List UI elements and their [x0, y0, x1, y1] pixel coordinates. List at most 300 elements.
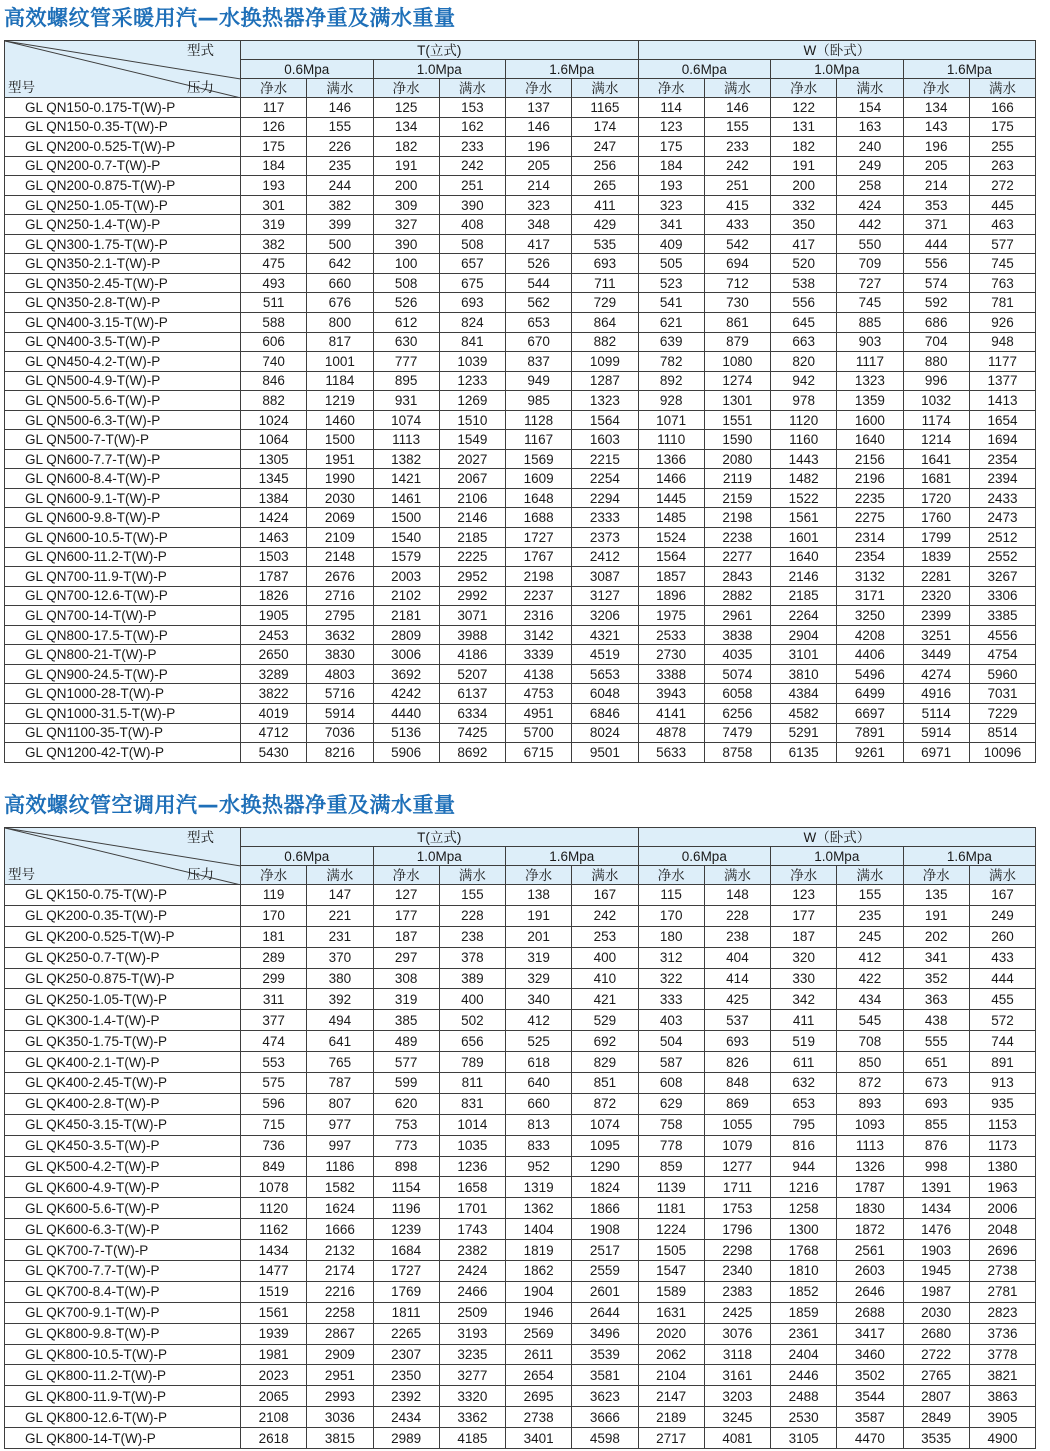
- model-cell: GL QN1000-28-T(W)-P: [5, 684, 241, 704]
- net-weight-cell: 2237: [506, 586, 572, 606]
- full-weight-cell: 657: [439, 254, 505, 274]
- full-weight-cell: 692: [572, 1031, 638, 1052]
- model-cell: GL QK400-2.45-T(W)-P: [5, 1073, 241, 1094]
- model-cell: GL QK700-8.4-T(W)-P: [5, 1281, 241, 1302]
- full-weight-cell: 155: [307, 117, 373, 137]
- net-weight-cell: 340: [506, 989, 572, 1010]
- full-weight-cell: 2382: [439, 1240, 505, 1261]
- net-weight-cell: 319: [506, 947, 572, 968]
- net-weight-cell: 175: [241, 137, 307, 157]
- net-weight-cell: 2904: [771, 625, 837, 645]
- full-weight-cell: 2254: [572, 469, 638, 489]
- table-row: [5, 1031, 1036, 1052]
- full-weight-cell: 2185: [439, 528, 505, 548]
- net-weight-cell: 1589: [638, 1281, 704, 1302]
- net-weight-cell: 412: [506, 1010, 572, 1031]
- full-weight-cell: 1549: [439, 430, 505, 450]
- full-weight-cell: 1274: [704, 371, 770, 391]
- full-weight-header: 满水: [969, 866, 1035, 885]
- net-weight-header: 净水: [373, 866, 439, 885]
- table-row: [5, 1386, 1036, 1407]
- net-weight-cell: 122: [771, 98, 837, 118]
- net-weight-cell: 4274: [903, 664, 969, 684]
- net-weight-cell: 892: [638, 371, 704, 391]
- full-weight-cell: 399: [307, 215, 373, 235]
- net-weight-cell: 555: [903, 1031, 969, 1052]
- full-weight-cell: 3071: [439, 606, 505, 626]
- full-weight-cell: 415: [704, 195, 770, 215]
- net-weight-cell: 686: [903, 313, 969, 333]
- net-weight-cell: 309: [373, 195, 439, 215]
- model-cell: GL QK800-9.8-T(W)-P: [5, 1323, 241, 1344]
- full-weight-cell: 155: [439, 885, 505, 906]
- full-weight-cell: 1323: [572, 391, 638, 411]
- net-weight-cell: 520: [771, 254, 837, 274]
- net-weight-cell: 611: [771, 1052, 837, 1073]
- full-weight-cell: 2961: [704, 606, 770, 626]
- full-weight-cell: 4186: [439, 645, 505, 665]
- net-weight-header: 净水: [771, 79, 837, 98]
- full-weight-cell: 148: [704, 885, 770, 906]
- model-cell: GL QN900-24.5-T(W)-P: [5, 664, 241, 684]
- net-weight-cell: 390: [373, 234, 439, 254]
- aircon-table-title: 高效螺纹管空调用汽—水换热器净重及满水重量: [4, 793, 456, 817]
- full-weight-cell: 147: [307, 885, 373, 906]
- full-weight-cell: 2277: [704, 547, 770, 567]
- model-cell: GL QN250-1.05-T(W)-P: [5, 195, 241, 215]
- net-weight-cell: 944: [771, 1156, 837, 1177]
- model-cell: GL QK600-6.3-T(W)-P: [5, 1219, 241, 1240]
- full-weight-cell: 2109: [307, 528, 373, 548]
- full-weight-cell: 6256: [704, 703, 770, 723]
- net-weight-cell: 201: [506, 926, 572, 947]
- net-weight-cell: 736: [241, 1135, 307, 1156]
- net-weight-cell: 177: [771, 905, 837, 926]
- table-row: [5, 703, 1036, 723]
- table-row: [5, 234, 1036, 254]
- full-weight-cell: 442: [837, 215, 903, 235]
- net-weight-cell: 2062: [638, 1344, 704, 1365]
- net-weight-cell: 411: [771, 1010, 837, 1031]
- full-weight-cell: 2294: [572, 488, 638, 508]
- full-weight-cell: 242: [572, 905, 638, 926]
- full-weight-cell: 1287: [572, 371, 638, 391]
- full-weight-cell: 2373: [572, 528, 638, 548]
- full-weight-cell: 7479: [704, 723, 770, 743]
- net-weight-cell: 978: [771, 391, 837, 411]
- full-weight-cell: 1600: [837, 410, 903, 430]
- full-weight-cell: 1658: [439, 1177, 505, 1198]
- net-weight-cell: 670: [506, 332, 572, 352]
- net-weight-cell: 1128: [506, 410, 572, 430]
- model-cell: GL QN600-9.8-T(W)-P: [5, 508, 241, 528]
- full-weight-cell: 1753: [704, 1198, 770, 1219]
- table-row: [5, 1135, 1036, 1156]
- table-row: [5, 1344, 1036, 1365]
- full-weight-cell: 745: [969, 254, 1035, 274]
- net-weight-cell: 2722: [903, 1344, 969, 1365]
- full-weight-cell: 1173: [969, 1135, 1035, 1156]
- full-weight-cell: 3118: [704, 1344, 770, 1365]
- net-weight-cell: 1078: [241, 1177, 307, 1198]
- net-weight-header: 净水: [241, 866, 307, 885]
- full-weight-cell: 253: [572, 926, 638, 947]
- net-weight-cell: 409: [638, 234, 704, 254]
- net-weight-cell: 3449: [903, 645, 969, 665]
- full-weight-cell: 2215: [572, 449, 638, 469]
- full-weight-cell: 390: [439, 195, 505, 215]
- full-weight-cell: 146: [307, 98, 373, 118]
- net-weight-cell: 1463: [241, 528, 307, 548]
- full-weight-cell: 3250: [837, 606, 903, 626]
- net-weight-cell: 489: [373, 1031, 439, 1052]
- full-weight-cell: 1014: [439, 1114, 505, 1135]
- table-row: [5, 586, 1036, 606]
- net-weight-cell: 1903: [903, 1240, 969, 1261]
- net-weight-cell: 2003: [373, 567, 439, 587]
- net-weight-cell: 193: [638, 176, 704, 196]
- full-weight-cell: 829: [572, 1052, 638, 1073]
- net-weight-cell: 1500: [373, 508, 439, 528]
- full-weight-cell: 240: [837, 137, 903, 157]
- full-weight-cell: 4598: [572, 1428, 638, 1449]
- net-weight-header: 净水: [638, 79, 704, 98]
- full-weight-cell: 851: [572, 1073, 638, 1094]
- net-weight-cell: 753: [373, 1114, 439, 1135]
- net-weight-cell: 4440: [373, 703, 439, 723]
- net-weight-cell: 202: [903, 926, 969, 947]
- net-weight-cell: 639: [638, 332, 704, 352]
- full-weight-cell: 392: [307, 989, 373, 1010]
- full-weight-cell: 2298: [704, 1240, 770, 1261]
- pressure-header: 1.0Mpa: [771, 60, 904, 79]
- full-weight-cell: 2159: [704, 488, 770, 508]
- net-weight-cell: 319: [373, 989, 439, 1010]
- model-cell: GL QN500-5.6-T(W)-P: [5, 391, 241, 411]
- net-weight-cell: 2185: [771, 586, 837, 606]
- full-weight-cell: 2156: [837, 449, 903, 469]
- net-weight-cell: 2399: [903, 606, 969, 626]
- net-weight-cell: 985: [506, 391, 572, 411]
- full-weight-cell: 811: [439, 1073, 505, 1094]
- full-weight-cell: 3502: [837, 1365, 903, 1386]
- net-weight-cell: 114: [638, 98, 704, 118]
- net-weight-cell: 556: [903, 254, 969, 274]
- net-weight-cell: 2264: [771, 606, 837, 626]
- full-weight-cell: 1001: [307, 352, 373, 372]
- full-weight-cell: 2993: [307, 1386, 373, 1407]
- net-weight-cell: 5906: [373, 743, 439, 763]
- net-weight-cell: 715: [241, 1114, 307, 1135]
- full-weight-cell: 824: [439, 313, 505, 333]
- net-weight-cell: 330: [771, 968, 837, 989]
- full-weight-cell: 1654: [969, 410, 1035, 430]
- net-weight-cell: 618: [506, 1052, 572, 1073]
- net-weight-cell: 1216: [771, 1177, 837, 1198]
- table-row: [5, 664, 1036, 684]
- full-weight-cell: 5496: [837, 664, 903, 684]
- full-weight-cell: 2781: [969, 1281, 1035, 1302]
- full-weight-cell: 1080: [704, 352, 770, 372]
- full-weight-cell: 422: [837, 968, 903, 989]
- net-weight-cell: 200: [373, 176, 439, 196]
- full-weight-cell: 642: [307, 254, 373, 274]
- net-weight-cell: 115: [638, 885, 704, 906]
- net-weight-cell: 2650: [241, 645, 307, 665]
- net-weight-cell: 1477: [241, 1261, 307, 1282]
- net-weight-cell: 126: [241, 117, 307, 137]
- full-weight-cell: 463: [969, 215, 1035, 235]
- full-weight-cell: 2394: [969, 469, 1035, 489]
- net-weight-cell: 100: [373, 254, 439, 274]
- full-weight-cell: 3362: [439, 1407, 505, 1428]
- full-weight-cell: 729: [572, 293, 638, 313]
- full-weight-cell: 4185: [439, 1428, 505, 1449]
- full-weight-cell: 542: [704, 234, 770, 254]
- full-weight-cell: 4406: [837, 645, 903, 665]
- full-weight-cell: 2225: [439, 547, 505, 567]
- model-cell: GL QK800-11.2-T(W)-P: [5, 1365, 241, 1386]
- full-weight-header: 满水: [572, 866, 638, 885]
- model-cell: GL QN350-2.45-T(W)-P: [5, 273, 241, 293]
- net-weight-cell: 6971: [903, 743, 969, 763]
- full-weight-cell: 7036: [307, 723, 373, 743]
- net-weight-cell: 931: [373, 391, 439, 411]
- full-weight-cell: 709: [837, 254, 903, 274]
- net-weight-cell: 574: [903, 273, 969, 293]
- table-row: [5, 508, 1036, 528]
- table-row: [5, 176, 1036, 196]
- table-row: [5, 1323, 1036, 1344]
- full-weight-cell: 800: [307, 313, 373, 333]
- full-weight-cell: 1787: [837, 1177, 903, 1198]
- net-weight-cell: 1434: [903, 1198, 969, 1219]
- net-weight-cell: 127: [373, 885, 439, 906]
- model-cell: GL QK250-1.05-T(W)-P: [5, 989, 241, 1010]
- full-weight-cell: 163: [837, 117, 903, 137]
- full-weight-cell: 2424: [439, 1261, 505, 1282]
- type-label: 型式: [187, 830, 214, 845]
- full-weight-cell: 508: [439, 234, 505, 254]
- full-weight-cell: 1377: [969, 371, 1035, 391]
- full-weight-cell: 2106: [439, 488, 505, 508]
- model-cell: GL QN700-11.9-T(W)-P: [5, 567, 241, 587]
- net-weight-cell: 2030: [903, 1302, 969, 1323]
- net-weight-cell: 134: [373, 117, 439, 137]
- net-weight-cell: 1681: [903, 469, 969, 489]
- full-weight-cell: 8758: [704, 743, 770, 763]
- table-row: [5, 989, 1036, 1010]
- full-weight-cell: 4556: [969, 625, 1035, 645]
- net-weight-cell: 350: [771, 215, 837, 235]
- net-weight-cell: 125: [373, 98, 439, 118]
- full-weight-cell: 730: [704, 293, 770, 313]
- horizontal-type-header: W（卧式）: [638, 41, 1036, 60]
- net-weight-cell: 1727: [373, 1261, 439, 1282]
- model-cell: GL QN250-1.4-T(W)-P: [5, 215, 241, 235]
- full-weight-cell: 260: [969, 926, 1035, 947]
- net-weight-cell: 1524: [638, 528, 704, 548]
- full-weight-cell: 2238: [704, 528, 770, 548]
- net-weight-cell: 1522: [771, 488, 837, 508]
- full-weight-cell: 1582: [307, 1177, 373, 1198]
- net-weight-cell: 526: [373, 293, 439, 313]
- full-weight-cell: 258: [837, 176, 903, 196]
- net-weight-cell: 1120: [241, 1198, 307, 1219]
- net-weight-cell: 3401: [506, 1428, 572, 1449]
- net-weight-cell: 1981: [241, 1344, 307, 1365]
- net-weight-cell: 577: [373, 1052, 439, 1073]
- net-weight-cell: 348: [506, 215, 572, 235]
- full-weight-cell: 155: [837, 885, 903, 906]
- full-weight-cell: 249: [969, 905, 1035, 926]
- full-weight-cell: 1186: [307, 1156, 373, 1177]
- full-weight-cell: 2425: [704, 1302, 770, 1323]
- model-cell: GL QN400-3.15-T(W)-P: [5, 313, 241, 333]
- full-weight-cell: 6499: [837, 684, 903, 704]
- net-weight-cell: 1769: [373, 1281, 439, 1302]
- full-weight-cell: 1095: [572, 1135, 638, 1156]
- full-weight-cell: 693: [572, 254, 638, 274]
- net-weight-cell: 187: [771, 926, 837, 947]
- table-row: [5, 391, 1036, 411]
- net-weight-cell: 352: [903, 968, 969, 989]
- table-row: [5, 332, 1036, 352]
- net-weight-cell: 511: [241, 293, 307, 313]
- table-row: [5, 905, 1036, 926]
- full-weight-cell: 2216: [307, 1281, 373, 1302]
- full-weight-cell: 3235: [439, 1344, 505, 1365]
- full-weight-cell: 4519: [572, 645, 638, 665]
- net-weight-cell: 1975: [638, 606, 704, 626]
- net-weight-cell: 2102: [373, 586, 439, 606]
- net-weight-cell: 184: [638, 156, 704, 176]
- full-weight-cell: 2146: [439, 508, 505, 528]
- net-weight-cell: 1768: [771, 1240, 837, 1261]
- full-weight-cell: 245: [837, 926, 903, 947]
- net-weight-cell: 2146: [771, 567, 837, 587]
- model-cell: GL QN600-9.1-T(W)-P: [5, 488, 241, 508]
- net-weight-cell: 2361: [771, 1323, 837, 1344]
- full-weight-cell: 5716: [307, 684, 373, 704]
- full-weight-cell: 378: [439, 947, 505, 968]
- net-weight-cell: 3339: [506, 645, 572, 665]
- full-weight-cell: 3632: [307, 625, 373, 645]
- full-weight-header: 满水: [439, 79, 505, 98]
- full-weight-cell: 893: [837, 1093, 903, 1114]
- table-row: [5, 449, 1036, 469]
- net-weight-cell: 773: [373, 1135, 439, 1156]
- net-weight-cell: 301: [241, 195, 307, 215]
- net-weight-cell: 187: [373, 926, 439, 947]
- net-weight-cell: 816: [771, 1135, 837, 1156]
- net-weight-cell: 1120: [771, 410, 837, 430]
- table-row: [5, 488, 1036, 508]
- full-weight-cell: 6058: [704, 684, 770, 704]
- model-cell: GL QK200-0.525-T(W)-P: [5, 926, 241, 947]
- full-weight-cell: 872: [837, 1073, 903, 1094]
- net-weight-cell: 599: [373, 1073, 439, 1094]
- full-weight-cell: 1990: [307, 469, 373, 489]
- full-weight-cell: 2006: [969, 1198, 1035, 1219]
- net-weight-cell: 1547: [638, 1261, 704, 1282]
- table-row: [5, 1198, 1036, 1219]
- full-weight-cell: 256: [572, 156, 638, 176]
- full-weight-cell: 745: [837, 293, 903, 313]
- full-weight-cell: 2080: [704, 449, 770, 469]
- full-weight-cell: 2716: [307, 586, 373, 606]
- net-weight-cell: 191: [771, 156, 837, 176]
- full-weight-cell: 3203: [704, 1386, 770, 1407]
- full-weight-cell: 5207: [439, 664, 505, 684]
- full-weight-cell: 2882: [704, 586, 770, 606]
- full-weight-cell: 7891: [837, 723, 903, 743]
- full-weight-cell: 2258: [307, 1302, 373, 1323]
- net-weight-cell: 5291: [771, 723, 837, 743]
- net-weight-cell: 323: [506, 195, 572, 215]
- net-weight-cell: 131: [771, 117, 837, 137]
- net-weight-header: 净水: [638, 866, 704, 885]
- full-weight-cell: 1236: [439, 1156, 505, 1177]
- full-weight-cell: 2952: [439, 567, 505, 587]
- net-weight-cell: 952: [506, 1156, 572, 1177]
- full-weight-cell: 400: [439, 989, 505, 1010]
- net-weight-cell: 297: [373, 947, 439, 968]
- full-weight-cell: 2517: [572, 1240, 638, 1261]
- net-weight-cell: 1561: [771, 508, 837, 528]
- full-weight-header: 满水: [704, 866, 770, 885]
- net-weight-cell: 123: [771, 885, 837, 906]
- full-weight-cell: 1963: [969, 1177, 1035, 1198]
- net-weight-cell: 2738: [506, 1407, 572, 1428]
- table-row: [5, 968, 1036, 989]
- model-cell: GL QN300-1.75-T(W)-P: [5, 234, 241, 254]
- net-weight-cell: 2434: [373, 1407, 439, 1428]
- model-cell: GL QN600-8.4-T(W)-P: [5, 469, 241, 489]
- net-weight-cell: 1382: [373, 449, 439, 469]
- net-weight-cell: 138: [506, 885, 572, 906]
- net-weight-cell: 1631: [638, 1302, 704, 1323]
- model-cell: GL QN700-14-T(W)-P: [5, 606, 241, 626]
- model-cell: GL QN350-2.1-T(W)-P: [5, 254, 241, 274]
- net-weight-cell: 1799: [903, 528, 969, 548]
- model-label: 型号: [8, 80, 35, 95]
- net-weight-cell: 3535: [903, 1428, 969, 1449]
- net-weight-cell: 1540: [373, 528, 439, 548]
- full-weight-cell: 255: [969, 137, 1035, 157]
- net-weight-cell: 1482: [771, 469, 837, 489]
- net-weight-cell: 2108: [241, 1407, 307, 1428]
- net-weight-cell: 193: [241, 176, 307, 196]
- net-weight-cell: 1154: [373, 1177, 439, 1198]
- table-row: [5, 1156, 1036, 1177]
- full-weight-cell: 2148: [307, 547, 373, 567]
- net-weight-cell: 612: [373, 313, 439, 333]
- model-cell: GL QK800-10.5-T(W)-P: [5, 1344, 241, 1365]
- net-weight-cell: 575: [241, 1073, 307, 1094]
- net-weight-cell: 895: [373, 371, 439, 391]
- full-weight-cell: 6334: [439, 703, 505, 723]
- pressure-header: 1.0Mpa: [373, 60, 506, 79]
- full-weight-cell: 424: [837, 195, 903, 215]
- table-row: [5, 430, 1036, 450]
- net-weight-cell: 191: [903, 905, 969, 926]
- full-weight-cell: 656: [439, 1031, 505, 1052]
- net-weight-cell: 289: [241, 947, 307, 968]
- net-weight-cell: 1579: [373, 547, 439, 567]
- full-weight-cell: 1603: [572, 430, 638, 450]
- net-weight-cell: 123: [638, 117, 704, 137]
